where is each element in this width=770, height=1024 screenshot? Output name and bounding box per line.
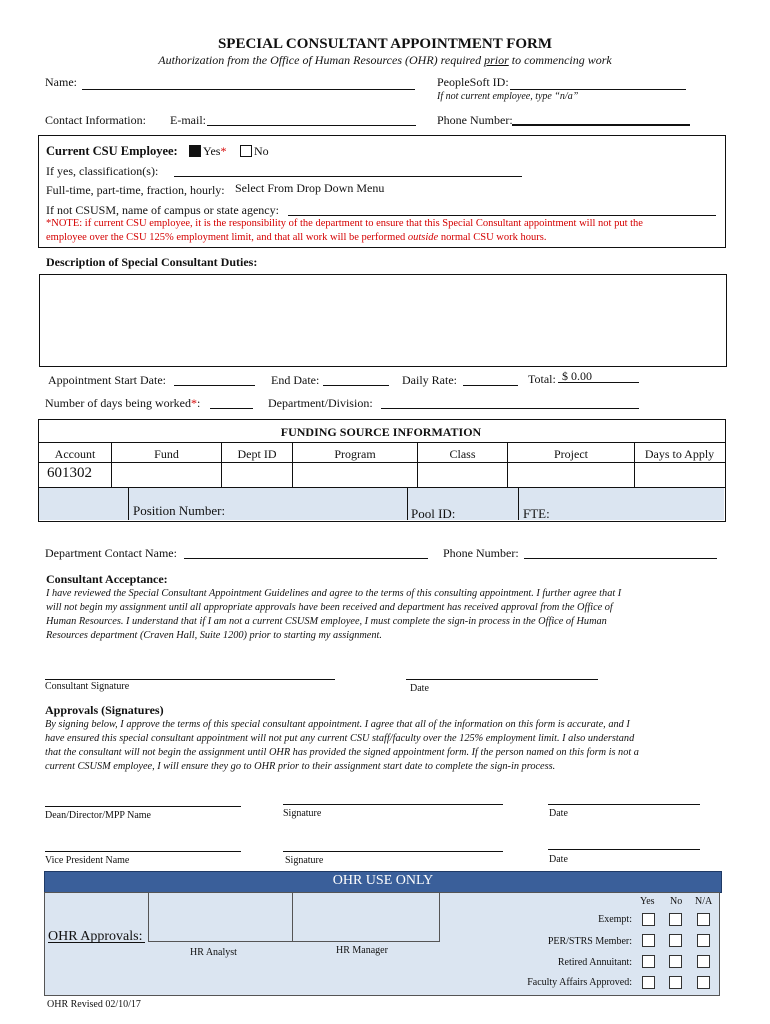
- note-line-2: employee over the CSU 125% employment limit, and that all work will be performed outside normal CSU work hours.: [46, 232, 547, 243]
- consultant-date-label: Date: [410, 683, 429, 694]
- dean-name-label: Dean/Director/MPP Name: [45, 810, 151, 821]
- vp-signature-label: Signature: [285, 855, 324, 866]
- retired-yes-checkbox[interactable]: [642, 955, 655, 968]
- fulltime-dropdown[interactable]: Select From Drop Down Menu: [235, 181, 385, 195]
- fte-divider: [518, 488, 519, 520]
- name-label: Name:: [45, 75, 77, 89]
- perstrs-no-checkbox[interactable]: [669, 934, 682, 947]
- yes-checkbox[interactable]: [189, 145, 201, 157]
- days-worked-label: Number of days being worked*:: [45, 396, 201, 410]
- form-title: SPECIAL CONSULTANT APPOINTMENT FORM: [217, 36, 553, 52]
- email-label: E-mail:: [170, 113, 206, 127]
- name-field[interactable]: [82, 89, 415, 90]
- ohr-row-exempt: Exempt:: [598, 914, 632, 925]
- peoplesoft-note: If not current employee, type “n/a”: [437, 91, 579, 102]
- total-field[interactable]: [558, 382, 639, 383]
- start-date-field[interactable]: [174, 385, 255, 386]
- dept-contact-field[interactable]: [184, 558, 428, 559]
- contact-phone-label: Phone Number:: [443, 546, 519, 560]
- revision-footer: OHR Revised 02/10/17: [47, 999, 141, 1010]
- dean-date-label: Date: [549, 808, 568, 819]
- acceptance-heading: Consultant Acceptance:: [46, 572, 168, 586]
- pool-divider: [407, 488, 408, 520]
- vp-signature-field[interactable]: [283, 851, 503, 852]
- phone-field[interactable]: [512, 124, 690, 126]
- funding-heading: FUNDING SOURCE INFORMATION: [280, 425, 482, 439]
- contact-info-label: Contact Information:: [45, 113, 146, 127]
- duties-label: Description of Special Consultant Duties:: [46, 255, 258, 269]
- department-label: Department/Division:: [268, 396, 373, 410]
- peoplesoft-label: PeopleSoft ID:: [437, 75, 509, 89]
- dean-signature-field[interactable]: [283, 804, 503, 805]
- contact-phone-field[interactable]: [524, 558, 717, 559]
- yes-option[interactable]: Yes*: [189, 144, 226, 159]
- note-line-1: *NOTE: if current CSU employee, it is the responsibility of the department to ensure that this Special Consultant appointment will not put the: [46, 218, 643, 229]
- col-project: Project: [554, 447, 588, 461]
- email-field[interactable]: [207, 125, 416, 126]
- ohr-row-perstrs: PER/STRS Member:: [547, 936, 632, 947]
- position-divider: [128, 488, 129, 520]
- dean-name-field[interactable]: [45, 806, 241, 807]
- days-worked-field[interactable]: [210, 408, 253, 409]
- total-value: $ 0.00: [562, 369, 592, 383]
- ohr-col-no: No: [670, 896, 683, 907]
- daily-rate-field[interactable]: [463, 385, 518, 386]
- campus-label: If not CSUSM, name of campus or state agency:: [46, 203, 279, 217]
- col-program: Program: [334, 447, 376, 461]
- col-class: Class: [449, 447, 476, 461]
- consultant-signature-field[interactable]: [45, 679, 335, 680]
- dean-signature-label: Signature: [283, 808, 322, 819]
- fte-label[interactable]: FTE:: [523, 506, 550, 521]
- total-label: Total:: [528, 372, 556, 386]
- ohr-approvals-label: OHR Approvals:: [48, 929, 143, 944]
- peoplesoft-field[interactable]: [510, 89, 686, 90]
- faculty-yes-checkbox[interactable]: [642, 976, 655, 989]
- exempt-no-checkbox[interactable]: [669, 913, 682, 926]
- dean-date-field[interactable]: [548, 804, 700, 805]
- no-option[interactable]: No: [240, 144, 269, 159]
- col-days-to-apply: Days to Apply: [644, 447, 715, 461]
- retired-no-checkbox[interactable]: [669, 955, 682, 968]
- end-date-field[interactable]: [323, 385, 389, 386]
- hr-manager-label: HR Manager: [336, 945, 388, 956]
- duties-textarea[interactable]: [39, 274, 727, 367]
- pool-id-label[interactable]: Pool ID:: [411, 506, 456, 521]
- classification-label: If yes, classification(s):: [46, 164, 159, 178]
- position-number-label[interactable]: Position Number:: [133, 503, 226, 518]
- ohr-col-na: N/A: [695, 896, 713, 907]
- ohr-approvals-underline: [48, 942, 145, 943]
- faculty-na-checkbox[interactable]: [697, 976, 710, 989]
- perstrs-na-checkbox[interactable]: [697, 934, 710, 947]
- approvals-heading: Approvals (Signatures): [45, 703, 164, 717]
- ohr-signature-cells: [148, 892, 440, 942]
- ohr-row-retired: Retired Annuitant:: [557, 957, 632, 968]
- vp-name-label: Vice President Name: [45, 855, 130, 866]
- hr-analyst-label: HR Analyst: [190, 947, 237, 958]
- daily-rate-label: Daily Rate:: [402, 373, 457, 387]
- current-employee-label: Current CSU Employee:: [46, 144, 178, 158]
- classification-field[interactable]: [174, 176, 522, 177]
- account-value[interactable]: 601302: [47, 465, 92, 481]
- consultant-signature-label: Consultant Signature: [45, 681, 130, 692]
- vp-name-field[interactable]: [45, 851, 241, 852]
- ohr-col-yes: Yes: [640, 896, 655, 907]
- consultant-date-field[interactable]: [406, 679, 598, 680]
- form-subtitle: Authorization from the Office of Human Resources (OHR) required prior to commencing work: [158, 53, 612, 67]
- phone-label: Phone Number:: [437, 113, 513, 127]
- fulltime-label: Full-time, part-time, fraction, hourly:: [46, 183, 225, 197]
- ohr-signature-divider: [292, 892, 293, 942]
- col-account: Account: [54, 447, 96, 461]
- exempt-na-checkbox[interactable]: [697, 913, 710, 926]
- vp-date-field[interactable]: [548, 849, 700, 850]
- no-checkbox[interactable]: [240, 145, 252, 157]
- col-dept-id: Dept ID: [237, 447, 277, 461]
- dept-contact-label: Department Contact Name:: [45, 546, 177, 560]
- acceptance-text: I have reviewed the Special Consultant Appointment Guidelines and agree to the terms of this consulting appointment. I further agree that I will not begin my assignment until all appropriate approvals have been received and department has received approval from the Office of Human Resources. I understand that if I am not a current CSUSM employee, I must complete the sign-in process in the Office of Human Resources department (Craven Hall, Suite 1200) prior to starting my assignment.: [46, 588, 622, 641]
- ohr-heading: OHR USE ONLY: [332, 873, 434, 888]
- end-date-label: End Date:: [271, 373, 320, 387]
- campus-field[interactable]: [288, 215, 716, 216]
- funding-column-divider: [38, 462, 725, 463]
- exempt-yes-checkbox[interactable]: [642, 913, 655, 926]
- perstrs-yes-checkbox[interactable]: [642, 934, 655, 947]
- approvals-text: By signing below, I approve the terms of this special consultant appointment. I agree that all of the information on this form is accurate, and I have ensured this special consultant appointment will not put any current CSU staff/faculty over the 125% employment limit. I also understand that the consultant will not begin the assignment until OHR has provided the signed appointment form. If the person named on this form is not a current CSUSM employee, I will ensure they go to OHR prior to their assignment start date to complete the sign-in process.: [45, 719, 639, 772]
- funding-header-divider: [38, 442, 725, 443]
- department-field[interactable]: [381, 408, 639, 409]
- col-fund: Fund: [154, 447, 179, 461]
- vp-date-label: Date: [549, 854, 568, 865]
- ohr-row-faculty: Faculty Affairs Approved:: [527, 977, 632, 988]
- start-date-label: Appointment Start Date:: [48, 373, 166, 387]
- faculty-no-checkbox[interactable]: [669, 976, 682, 989]
- retired-na-checkbox[interactable]: [697, 955, 710, 968]
